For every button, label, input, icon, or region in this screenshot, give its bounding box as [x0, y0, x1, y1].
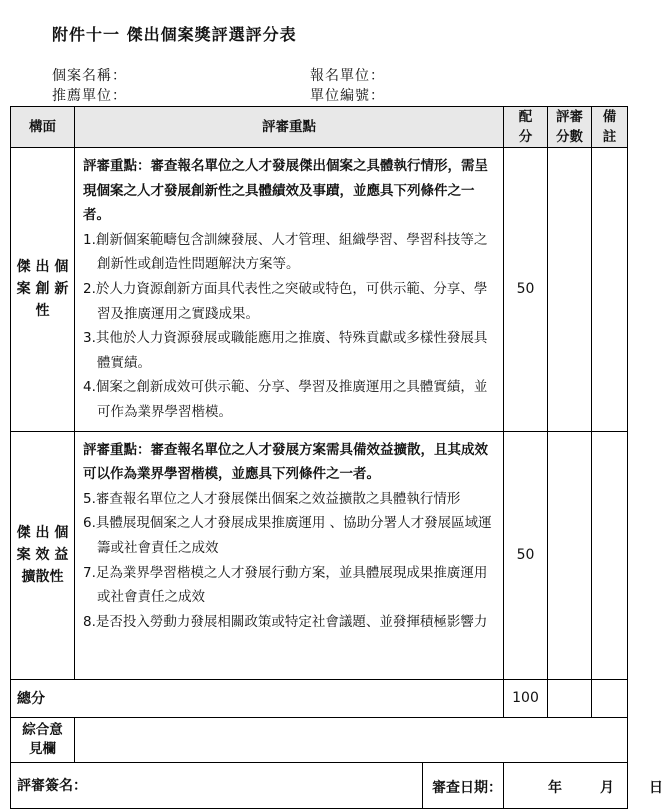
header-note — [592, 107, 628, 148]
criteria-cell — [75, 431, 504, 679]
score-input-cell[interactable] — [548, 431, 592, 679]
note-input-cell[interactable] — [592, 148, 628, 432]
total-row — [11, 679, 628, 717]
header-points-line2: 分 — [518, 129, 533, 145]
header-score-line2: 分數 — [556, 129, 583, 145]
criteria-item: 1.創新個案範疇包含訓練發展、人才管理、組織學習、學習科技等之創新性或創造性問題解決方案等。 — [83, 231, 488, 273]
aspect-line: 性 — [35, 303, 50, 320]
applicant-unit-label: 報名單位： — [310, 68, 385, 84]
header-score-line1: 評審 — [556, 109, 583, 125]
signature-row — [11, 762, 628, 808]
criteria-cell — [75, 148, 504, 432]
criteria-lead: 評審重點：審查報名單位之人才發展方案需具備效益擴散，且其成效可以作為業界學習楷模，並應具下列條件之一者。 — [83, 441, 488, 483]
score-input-cell[interactable] — [548, 148, 592, 432]
header-note-line2: 註 — [602, 129, 617, 145]
criteria-lead: 評審重點：審查報名單位之人才發展傑出個案之具體執行情形，需呈現個案之人才發展創新性之具體績效及事蹟，並應具下列條件之一者。 — [83, 158, 488, 224]
total-points: 100 — [504, 679, 548, 717]
points-cell: 50 — [504, 431, 548, 679]
case-name-label: 個案名稱： — [52, 68, 127, 84]
aspect-line: 傑 出 個 — [16, 525, 69, 542]
header-points-line1: 配 — [518, 109, 533, 125]
table-row — [11, 148, 628, 432]
header-note-line1: 備 — [602, 109, 617, 125]
date-month: 月 — [600, 779, 614, 796]
criteria-item: 7.足為業界學習楷模之人才發展行動方案，並具體展現成果推廣運用或社會責任之成效 — [83, 564, 488, 606]
criteria-item: 4.個案之創新成效可供示範、分享、學習及推廣運用之具體實績，並可作為業界學習楷模。 — [83, 379, 488, 420]
aspect-cell — [11, 431, 75, 679]
comment-label-line: 綜合意 — [22, 721, 63, 738]
aspect-line: 案 效 益 — [16, 547, 69, 564]
criteria-item: 8.是否投入勞動力發展相關政策或特定社會議題、並發揮積極影響力 — [83, 613, 488, 630]
criteria-item: 3.其他於人力資源發展或職能應用之推廣、特殊貢獻或多樣性發展具體實績。 — [83, 330, 488, 371]
points-cell: 50 — [504, 148, 548, 432]
date-year: 年 — [548, 779, 562, 796]
review-date-cell[interactable] — [432, 762, 663, 808]
signature-cell[interactable] — [11, 762, 504, 808]
criteria-item: 5.審查報名單位之人才發展傑出個案之效益擴散之具體執行情形 — [83, 490, 461, 507]
note-input-cell[interactable] — [592, 431, 628, 679]
comment-label — [11, 717, 75, 762]
recommend-unit-label: 推薦單位： — [52, 88, 127, 104]
comment-input[interactable] — [75, 717, 628, 762]
total-note-input[interactable] — [592, 679, 628, 717]
total-score-input[interactable] — [548, 679, 592, 717]
unit-code-label: 單位編號： — [310, 88, 385, 104]
comment-label-line: 見欄 — [29, 740, 56, 757]
signature-label: 評審簽名： — [17, 778, 87, 795]
date-day: 日 — [649, 779, 663, 796]
table-header-row — [11, 107, 628, 148]
comment-row — [11, 717, 628, 762]
header-points — [504, 107, 548, 148]
criteria-item: 6.具體展現個案之人才發展成果推廣運用 、協助分署人才發展區域運籌或社會責任之成效 — [83, 515, 492, 556]
header-aspect: 構面 — [11, 107, 75, 148]
header-score — [548, 107, 592, 148]
review-date-label: 審查日期： — [432, 779, 502, 796]
total-label: 總分 — [11, 679, 504, 717]
document-title: 附件十一 傑出個案獎評選評分表 — [52, 25, 297, 44]
aspect-line: 案 創 新 — [16, 281, 69, 298]
criteria-item: 2.於人力資源創新方面具代表性之突破或特色，可供示範、分享、學習及推廣運用之實踐成果。 — [83, 280, 488, 322]
aspect-line: 傑 出 個 — [16, 259, 69, 276]
aspect-cell — [11, 148, 75, 432]
aspect-line: 擴散性 — [21, 569, 64, 586]
scoring-table — [10, 106, 663, 809]
table-row — [11, 431, 628, 679]
header-focus: 評審重點 — [75, 107, 504, 148]
